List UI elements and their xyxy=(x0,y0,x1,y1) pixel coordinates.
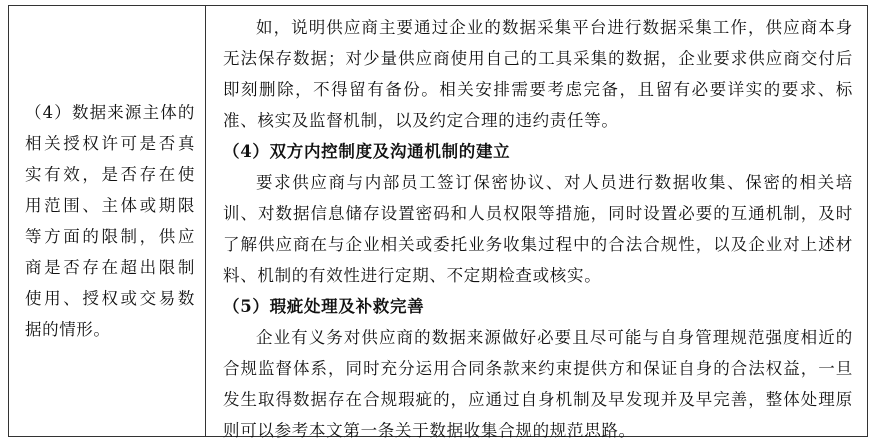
intro-paragraph: 如，说明供应商主要通过企业的数据采集平台进行数据采集工作，供应商本身无法保存数据；对少量供应商使用自己的工具采集的数据，企业要求供应商交付后即刻删除，不得留有备份。相关安排需要考虑完备，且留有必要详实的要求、标准、核实及监督机制，以及约定合理的违约责任等。 xyxy=(223,18,853,130)
document-table xyxy=(8,5,868,440)
question-cell xyxy=(9,6,206,436)
section-heading-4: （4）双方内控制度及沟通机制的建立 xyxy=(223,142,511,161)
section-paragraph-5: 企业有义务对供应商的数据来源做好必要且尽可能与自身管理规范强度相近的合规监督体系，同时充分运用合同条款来约束提供方和保证自身的合法权益，一旦发生取得数据存在合规瑕疵的，应通过自身机制及早发现并及早完善，整体处理原则可以参考本文第一条关于数据收集合规的规范思路。 xyxy=(223,328,853,440)
section-paragraph-4: 要求供应商与内部员工签订保密协议、对人员进行数据收集、保密的相关培训、对数据信息储存设置密码和人员权限等措施，同时设置必要的互通机制，及时了解供应商在与企业相关或委托业务收集过程中的合法合规性，以及企业对上述材料、机制的有效性进行定期、不定期检查或核实。 xyxy=(223,173,853,285)
section-heading-5: （5）瑕疵处理及补救完善 xyxy=(223,297,425,316)
answer-cell xyxy=(206,6,867,440)
question-text: （4）数据来源主体的相关授权许可是否真实有效，是否存在使用范围、主体或期限等方面的限制，供应商是否存在超出限制使用、授权或交易数据的情形。 xyxy=(25,103,195,339)
